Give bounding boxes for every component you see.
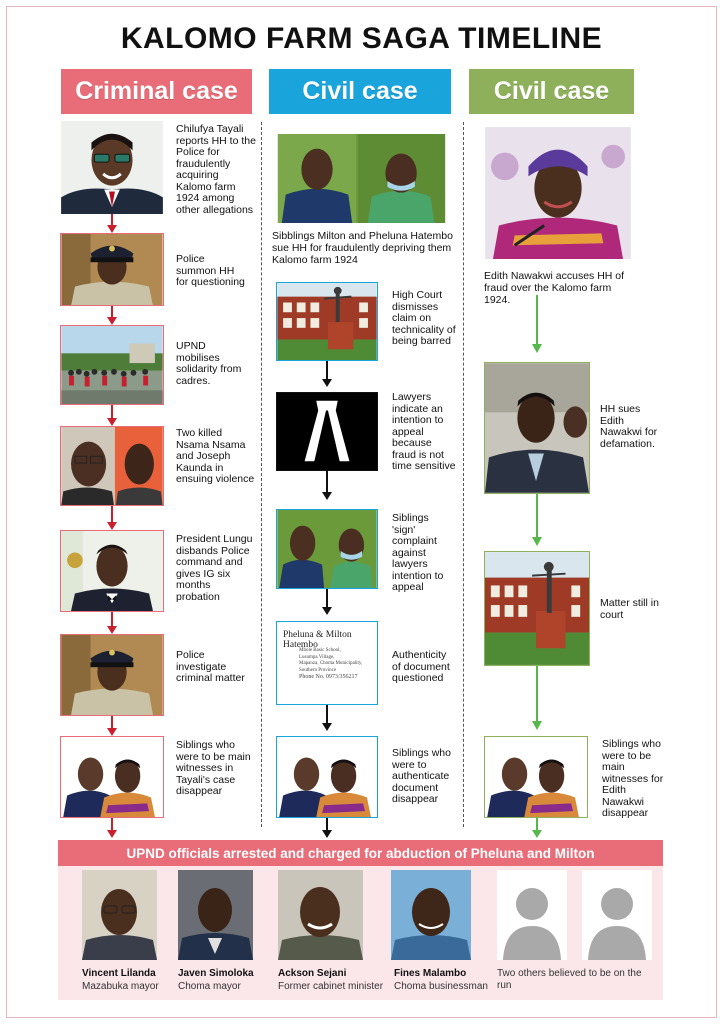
siblings-image-1 xyxy=(60,736,164,818)
police-summon-image xyxy=(60,233,164,306)
civil-blue-arrow-2 xyxy=(321,471,333,500)
criminal-event-6-text: Police investigate criminal matter xyxy=(176,649,245,684)
criminal-arrow-4 xyxy=(106,506,118,530)
arrest-banner: UPND officials arrested and charged for abduction of Pheluna and Milton xyxy=(58,840,663,866)
civil-blue-event-4-text: Authenticity of document questioned xyxy=(392,649,450,684)
civil-blue-arrow-4 xyxy=(321,705,333,731)
person-photo-3 xyxy=(278,870,363,960)
civil-blue-event-5-text: Siblings who were to authenticate document disappear xyxy=(392,747,451,805)
civil-green-arrow-4 xyxy=(531,818,543,838)
two-victims-image xyxy=(60,426,164,506)
criminal-case-header: Criminal case xyxy=(61,69,252,114)
person-photo-2 xyxy=(178,870,253,960)
civil-blue-arrow-1 xyxy=(321,361,333,387)
tayali-portrait-image xyxy=(60,120,164,215)
civil-green-event-1-text: HH sues Edith Nawakwi for defamation. xyxy=(600,403,658,450)
edith-nawakwi-image xyxy=(484,126,632,260)
document-line: Southern Province xyxy=(299,667,337,673)
criminal-event-1-text: Chilufya Tayali reports HH to the Police for fraudulently acquiring Kalomo farm 1924 among other allegations xyxy=(176,123,256,216)
person-role-4: Choma businessman xyxy=(394,981,488,992)
civil-blue-event-3-text: Siblings 'sign' complaint against lawyers intention to appeal xyxy=(392,512,444,593)
criminal-arrow-2 xyxy=(106,306,118,325)
person-role-3: Former cabinet minister xyxy=(278,981,384,992)
criminal-arrow-3 xyxy=(106,405,118,426)
others-caption: Two others believed to be on the run xyxy=(497,968,642,991)
high-court-image-1 xyxy=(276,282,378,361)
civil-green-arrow-2 xyxy=(531,494,543,546)
civil-green-event-2-text: Matter still in court xyxy=(600,597,659,621)
criminal-event-2-text: Police summon HH for questioning xyxy=(176,253,245,288)
criminal-event-4-text: Two killed Nsama Nsama and Joseph Kaunda in ensuing violence xyxy=(176,427,255,485)
person-name-4: Fines Malambo xyxy=(394,968,467,979)
document-phone: Phone No. 0973/356217 xyxy=(299,674,358,680)
siblings-image-3 xyxy=(484,736,588,818)
civil-case-header-1: Civil case xyxy=(269,69,451,114)
civil-blue-arrow-3 xyxy=(321,589,333,615)
siblings-outdoor-image xyxy=(276,509,378,589)
page-title: KALOMO FARM SAGA TIMELINE xyxy=(120,22,603,55)
person-photo-1 xyxy=(82,870,157,960)
civil-case-header-2: Civil case xyxy=(469,69,634,114)
high-court-image-2 xyxy=(484,551,590,666)
criminal-arrow-6 xyxy=(106,716,118,736)
unknown-person-icon-1 xyxy=(497,870,567,960)
criminal-arrow-5 xyxy=(106,612,118,634)
person-name-1: Vincent Lilanda xyxy=(82,968,156,979)
civil-blue-intro: Sibblings Milton and Pheluna Hatembo sue HH for fraudulently depriving them Kalomo farm 1924 xyxy=(272,230,453,266)
criminal-event-5-text: President Lungu disbands Police command and gives IG six months probation xyxy=(176,533,253,603)
document-line: Mbole Basic School, xyxy=(299,648,341,653)
hh-portrait-image xyxy=(484,362,590,494)
civil-blue-event-2-text: Lawyers indicate an intention to appeal because fraud is not time sensitive xyxy=(392,391,456,472)
civil-green-event-3-text: Siblings who were to be main witnesses for Edith Nawakwi disappear xyxy=(602,738,664,819)
column-divider-1 xyxy=(261,122,262,827)
milton-pheluna-image xyxy=(276,133,447,224)
person-photo-4 xyxy=(391,870,471,960)
document-image xyxy=(276,621,378,705)
document-line: Lusumpa Village, xyxy=(299,654,335,660)
lawyer-bands-image xyxy=(276,392,378,471)
person-role-1: Mazabuka mayor xyxy=(82,981,159,992)
person-role-2: Choma mayor xyxy=(178,981,241,992)
document-address xyxy=(299,648,362,681)
unknown-person-icon-2 xyxy=(582,870,652,960)
document-heading: Pheluna & Milton Hatembo xyxy=(283,630,352,650)
civil-green-arrow-3 xyxy=(531,666,543,730)
person-name-2: Javen Simoloka xyxy=(178,968,254,979)
criminal-arrow-7 xyxy=(106,818,118,838)
document-line: Mapanza, Choma Municipality, xyxy=(299,661,363,666)
siblings-image-2 xyxy=(276,736,378,818)
person-name-3: Ackson Sejani xyxy=(278,968,347,979)
civil-green-arrow-1 xyxy=(531,295,543,353)
president-lungu-image xyxy=(60,530,164,612)
criminal-event-3-text: UPND mobilises solidarity from cadres. xyxy=(176,340,242,387)
civil-blue-arrow-5 xyxy=(321,818,333,838)
criminal-arrow-1 xyxy=(106,214,118,233)
column-divider-2 xyxy=(463,122,464,827)
civil-green-intro: Edith Nawakwi accuses HH of fraud over the Kalomo farm 1924. xyxy=(484,270,625,306)
criminal-event-7-text: Siblings who were to be main witnesses in Tayali's case disappear xyxy=(176,739,251,797)
crowd-scene-image xyxy=(60,325,164,405)
civil-blue-event-1-text: High Court dismisses claim on technicality of being barred xyxy=(392,289,456,347)
police-investigate-image xyxy=(60,634,164,716)
